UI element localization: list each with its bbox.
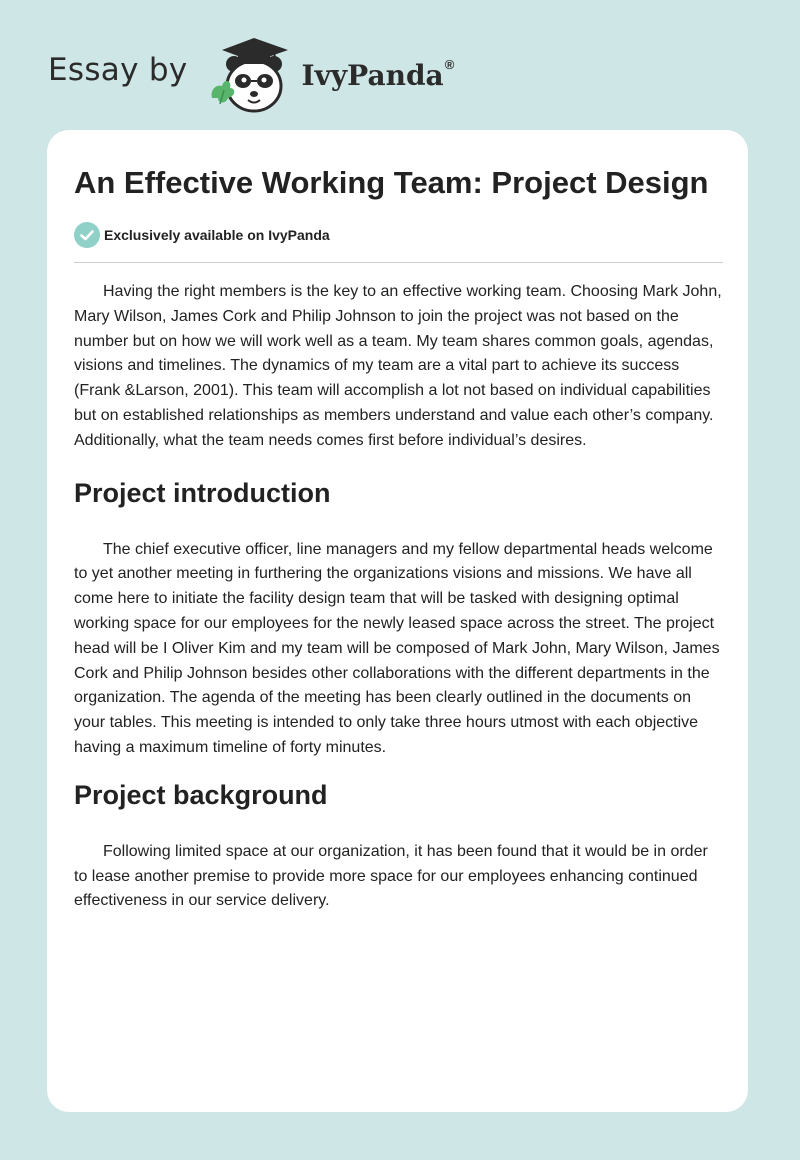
panda-graduate-icon bbox=[204, 34, 300, 114]
heading-project-background: Project background bbox=[74, 779, 328, 810]
exclusive-badge-text: Exclusively available on IvyPanda bbox=[104, 227, 330, 243]
paragraph-project-background: Following limited space at our organization, it has been found that it would be in order to lease another premise to provide more space for our employees enhancing continued effectiveness in our service delivery. bbox=[74, 842, 708, 910]
brand-name-text: IvyPanda bbox=[301, 58, 444, 92]
brand-prefix: Essay by bbox=[48, 52, 188, 88]
essay-content bbox=[74, 162, 723, 914]
page-title: An Effective Working Team: Project Design bbox=[74, 165, 709, 200]
brand-name bbox=[301, 56, 455, 92]
essay-card bbox=[47, 130, 748, 1112]
heading-project-introduction: Project introduction bbox=[74, 477, 331, 508]
exclusive-badge bbox=[74, 222, 723, 248]
registered-mark: ® bbox=[444, 56, 455, 72]
divider bbox=[74, 262, 723, 263]
brand-header bbox=[48, 34, 454, 114]
paragraph-intro: Having the right members is the key to an effective working team. Choosing Mark John, Mary Wilson, James Cork and Philip Johnson to join the project was not based on the number but on how we will work well as a team. My team shares common goals, agendas, visions and timelines. The dynamics of my team are a vital part to achieve its success (Frank &Larson, 2001). This team will accomplish a lot not based on individual capabilities but on established relationships as members understand and value each other’s company. Additionally, what the team needs comes first before individual’s desires. bbox=[74, 283, 722, 449]
check-circle-icon bbox=[74, 222, 100, 248]
paragraph-project-introduction: The chief executive officer, line managers and my fellow departmental heads welcome to yet another meeting in furthering the organizations visions and missions. We have all come here to initiate the facility design team that will be tasked with designing optimal working space for our employees for the newly leased space across the street. The project head will be I Oliver Kim and my team will be composed of Mark John, Mary Wilson, James Cork and Philip Johnson besides other collaborations with the different departments in the organization. The agenda of the meeting has been clearly outlined in the documents on your tables. This meeting is intended to only take three hours utmost with each objective having a maximum timeline of forty minutes. bbox=[74, 540, 720, 756]
